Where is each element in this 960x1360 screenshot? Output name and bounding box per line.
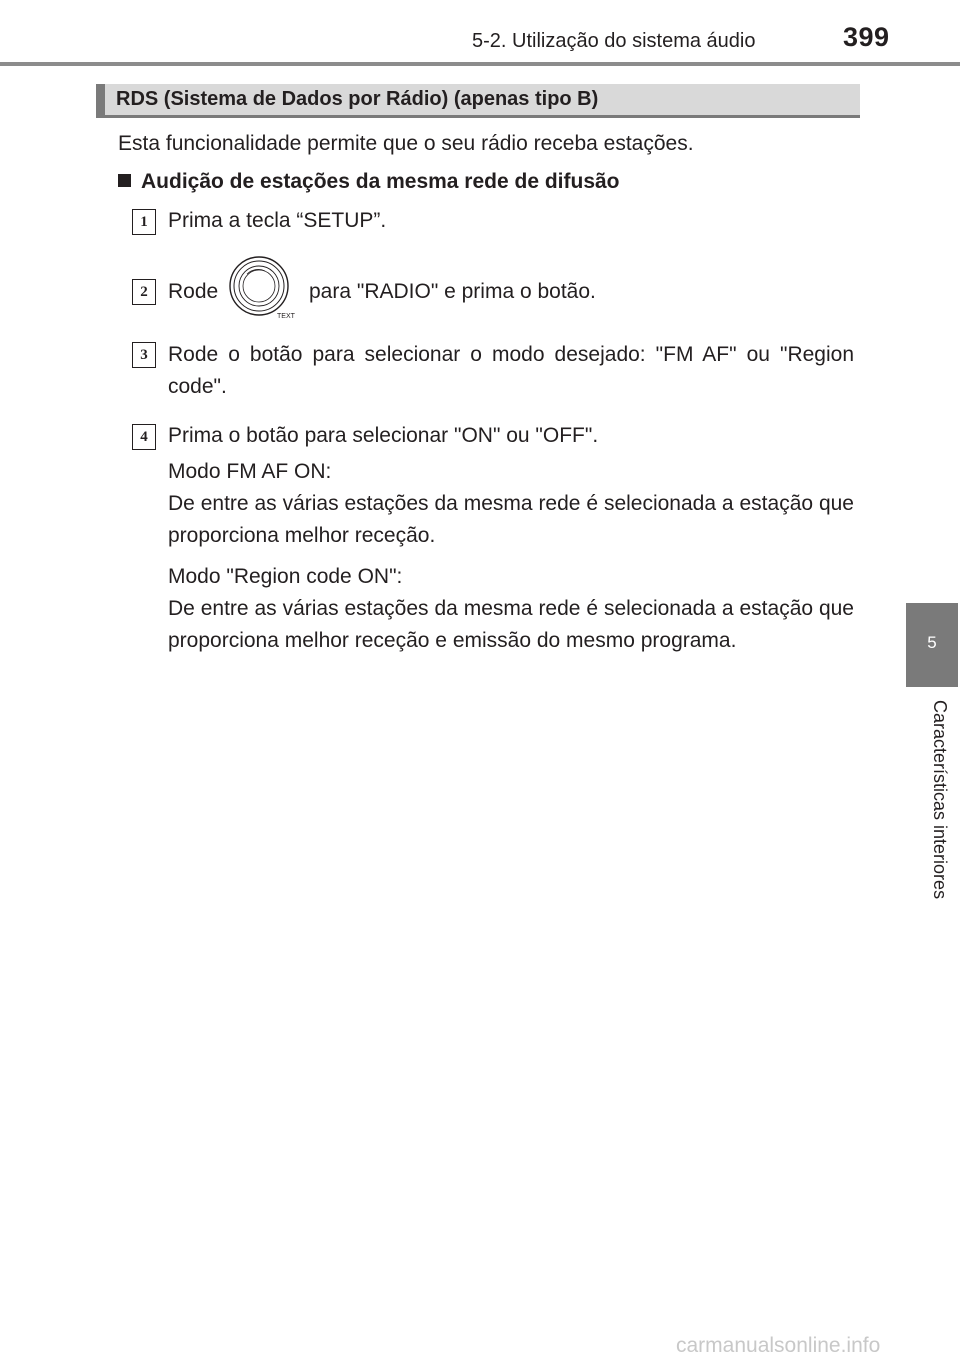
mode-fm-af-desc: De entre as várias estações da mesma rede é selecionada a estação que proporciona melhor receção. bbox=[168, 492, 854, 547]
mode-region-code bbox=[168, 561, 854, 657]
step-3-text: Rode o botão para selecionar o modo desejado: "FM AF" ou "Region code". bbox=[168, 343, 854, 398]
subheading bbox=[118, 166, 858, 198]
step-number-4: 4 bbox=[132, 424, 156, 450]
step-number-2: 2 bbox=[132, 279, 156, 305]
section-title: RDS (Sistema de Dados por Rádio) (apenas tipo B) bbox=[116, 88, 599, 110]
subheading-text: Audição de estações da mesma rede de difusão bbox=[141, 170, 620, 193]
header-rule bbox=[0, 62, 960, 66]
step-1-text: Prima a tecla “SETUP”. bbox=[168, 209, 387, 232]
step-4-text: Prima o botão para selecionar "ON" ou "OFF". bbox=[168, 424, 599, 447]
section-accent bbox=[96, 84, 105, 115]
page-number: 399 bbox=[843, 22, 890, 52]
mode-fm-af bbox=[168, 456, 854, 552]
chapter-tab bbox=[906, 603, 958, 687]
section-header bbox=[96, 84, 860, 118]
mode-region-code-desc: De entre as várias estações da mesma rede é selecionada a estação que proporciona melhor receção e emissão do mesmo programa. bbox=[168, 597, 854, 652]
header-title: 5-2. Utilização do sistema áudio bbox=[472, 30, 756, 52]
step-number-1: 1 bbox=[132, 209, 156, 235]
tune-knob-icon bbox=[225, 256, 301, 320]
mode-fm-af-label: Modo FM AF ON: bbox=[168, 460, 332, 483]
step-number-3: 3 bbox=[132, 342, 156, 368]
step-2-text-after: para "RADIO" e prima o botão. bbox=[309, 280, 596, 303]
intro-text: Esta funcionalidade permite que o seu rádio receba estações. bbox=[118, 132, 694, 155]
knob-label: TEXT bbox=[277, 313, 295, 320]
watermark: carmanualsonline.info bbox=[676, 1334, 881, 1357]
mode-region-code-label: Modo "Region code ON": bbox=[168, 565, 403, 588]
square-bullet-icon bbox=[118, 174, 131, 187]
chapter-label: Características interiores bbox=[930, 700, 950, 900]
step-2-text-before: Rode bbox=[168, 280, 219, 303]
chapter-number: 5 bbox=[927, 633, 937, 652]
